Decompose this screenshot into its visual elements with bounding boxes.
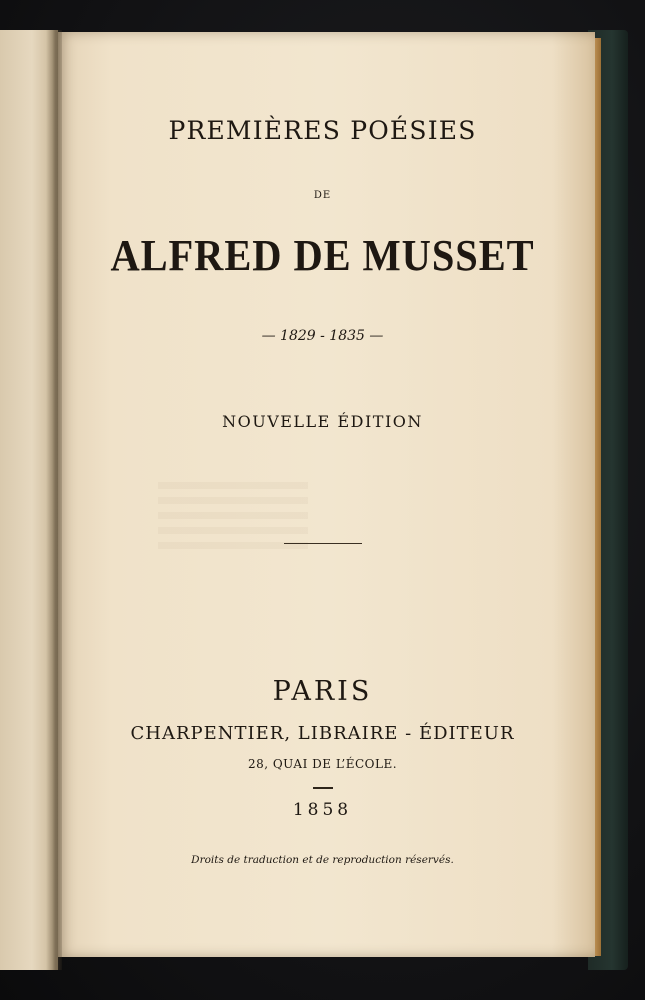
title-connector: DE: [313, 190, 332, 201]
publication-city: PARIS: [272, 676, 373, 707]
book-title: PREMIÈRES POÉSIES: [168, 116, 477, 145]
show-through-text: [158, 482, 308, 552]
rights-notice: Droits de traduction et de reproduction réservés.: [191, 854, 454, 866]
author-name: ALFRED DE MUSSET: [110, 231, 535, 280]
publisher-address: 28, QUAI DE L’ÉCOLE.: [247, 757, 398, 771]
publication-year: 1858: [292, 800, 353, 820]
short-divider: [313, 787, 333, 789]
divider-rule: [284, 543, 362, 544]
book-gutter: [46, 30, 62, 970]
year-range: — 1829 - 1835 —: [261, 328, 384, 344]
edition-label: NOUVELLE ÉDITION: [222, 412, 423, 431]
publisher-name: CHARPENTIER, LIBRAIRE - ÉDITEUR: [130, 723, 515, 744]
